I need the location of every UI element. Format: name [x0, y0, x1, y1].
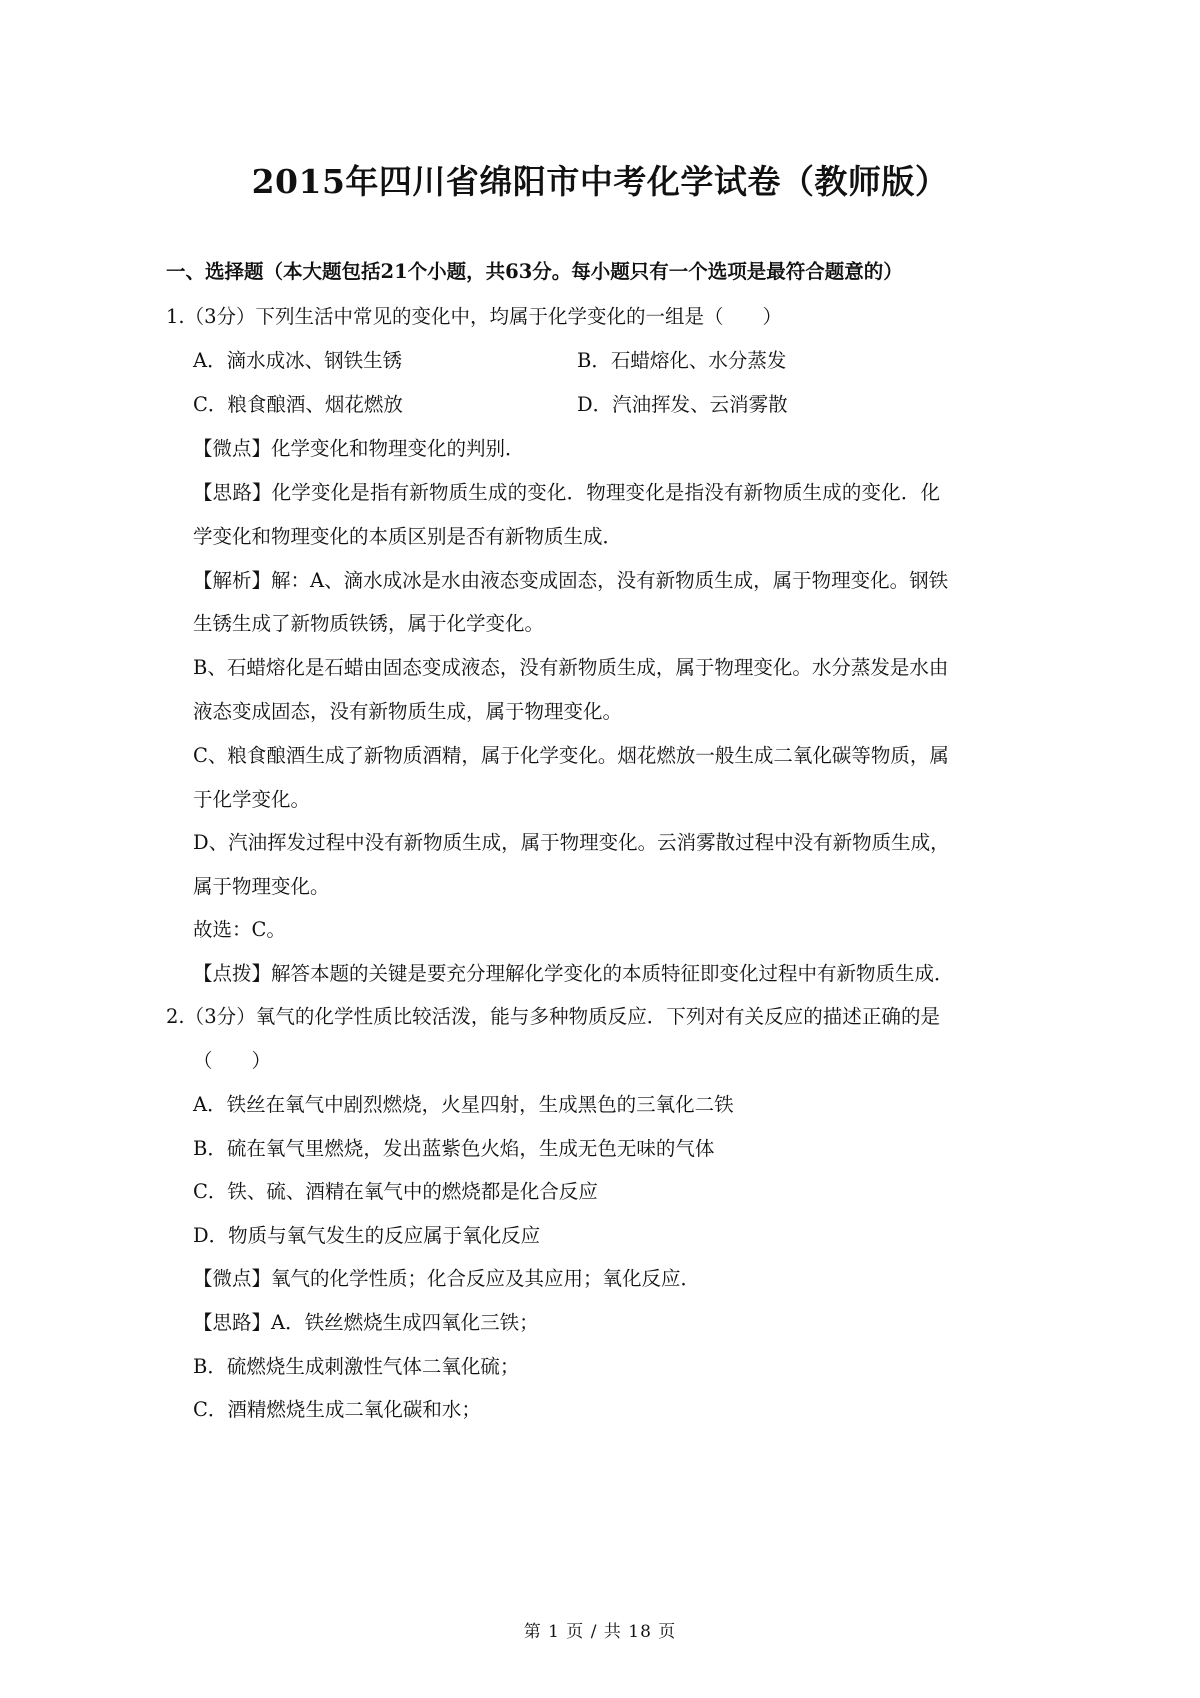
- question-2-option-d: D．物质与氧气发生的反应属于氧化反应: [193, 1224, 541, 1247]
- question-1-jiexi-line-2: 生锈生成了新物质铁锈，属于化学变化。: [193, 612, 545, 635]
- question-1-answer: 故选：C。: [193, 918, 286, 941]
- question-1-weidian: 【微点】化学变化和物理变化的判别．: [193, 437, 525, 460]
- question-1-option-a: A．滴水成冰、钢铁生锈: [193, 349, 403, 372]
- question-2-weidian: 【微点】氧气的化学性质；化合反应及其应用；氧化反应．: [193, 1267, 701, 1290]
- section-heading: 一、选择题（本大题包括21个小题，共63分。每小题只有一个选项是最符合题意的）: [166, 260, 903, 283]
- question-1-jiexi-line-6: 于化学变化。: [193, 788, 311, 811]
- question-1-jiexi-line-8: 属于物理变化。: [193, 875, 330, 898]
- question-1-jiexi-line-7: D、汽油挥发过程中没有新物质生成，属于物理变化。云消雾散过程中没有新物质生成，: [193, 831, 950, 854]
- question-1-silu-line-1: 【思路】化学变化是指有新物质生成的变化．物理变化是指没有新物质生成的变化．化: [193, 481, 940, 504]
- question-1-jiexi-line-5: C、粮食酿酒生成了新物质酒精，属于化学变化。烟花燃放一般生成二氧化碳等物质，属: [193, 744, 949, 767]
- question-1-stem: 1.（3分）下列生活中常见的变化中，均属于化学变化的一组是（ ）: [166, 305, 783, 328]
- question-1-jiexi-line-1: 【解析】解：A、滴水成冰是水由液态变成固态，没有新物质生成，属于物理变化。钢铁: [193, 569, 949, 592]
- question-2-silu-line-1: 【思路】A．铁丝燃烧生成四氧化三铁；: [193, 1311, 539, 1334]
- question-1-dianbo: 【点拨】解答本题的关键是要充分理解化学变化的本质特征即变化过程中有新物质生成．: [193, 962, 954, 985]
- page-footer: 第 1 页 / 共 18 页: [523, 1622, 677, 1642]
- question-2-option-b: B．硫在氧气里燃烧，发出蓝紫色火焰，生成无色无味的气体: [193, 1137, 715, 1160]
- question-2-silu-line-3: C．酒精燃烧生成二氧化碳和水；: [193, 1398, 481, 1421]
- question-1-jiexi-line-3: B、石蜡熔化是石蜡由固态变成液态，没有新物质生成，属于物理变化。水分蒸发是水由: [193, 656, 949, 679]
- question-1-jiexi-line-4: 液态变成固态，没有新物质生成，属于物理变化。: [193, 700, 623, 723]
- question-1-option-b: B．石蜡熔化、水分蒸发: [577, 349, 787, 372]
- question-2-stem-line-1: 2.（3分）氧气的化学性质比较活泼，能与多种物质反应．下列对有关反应的描述正确的是: [166, 1005, 940, 1028]
- question-1-option-d: D．汽油挥发、云消雾散: [577, 393, 788, 416]
- question-2-stem-line-2: （ ）: [193, 1049, 272, 1072]
- question-2-option-c: C．铁、硫、酒精在氧气中的燃烧都是化合反应: [193, 1180, 598, 1203]
- question-2-silu-line-2: B．硫燃烧生成刺激性气体二氧化硫；: [193, 1355, 520, 1378]
- page-title: 2015年四川省绵阳市中考化学试卷（教师版）: [251, 162, 949, 201]
- question-2-option-a: A．铁丝在氧气中剧烈燃烧，火星四射，生成黑色的三氧化二铁: [193, 1093, 734, 1116]
- question-1-silu-line-2: 学变化和物理变化的本质区别是否有新物质生成．: [193, 525, 623, 548]
- question-1-option-c: C．粮食酿酒、烟花燃放: [193, 393, 403, 416]
